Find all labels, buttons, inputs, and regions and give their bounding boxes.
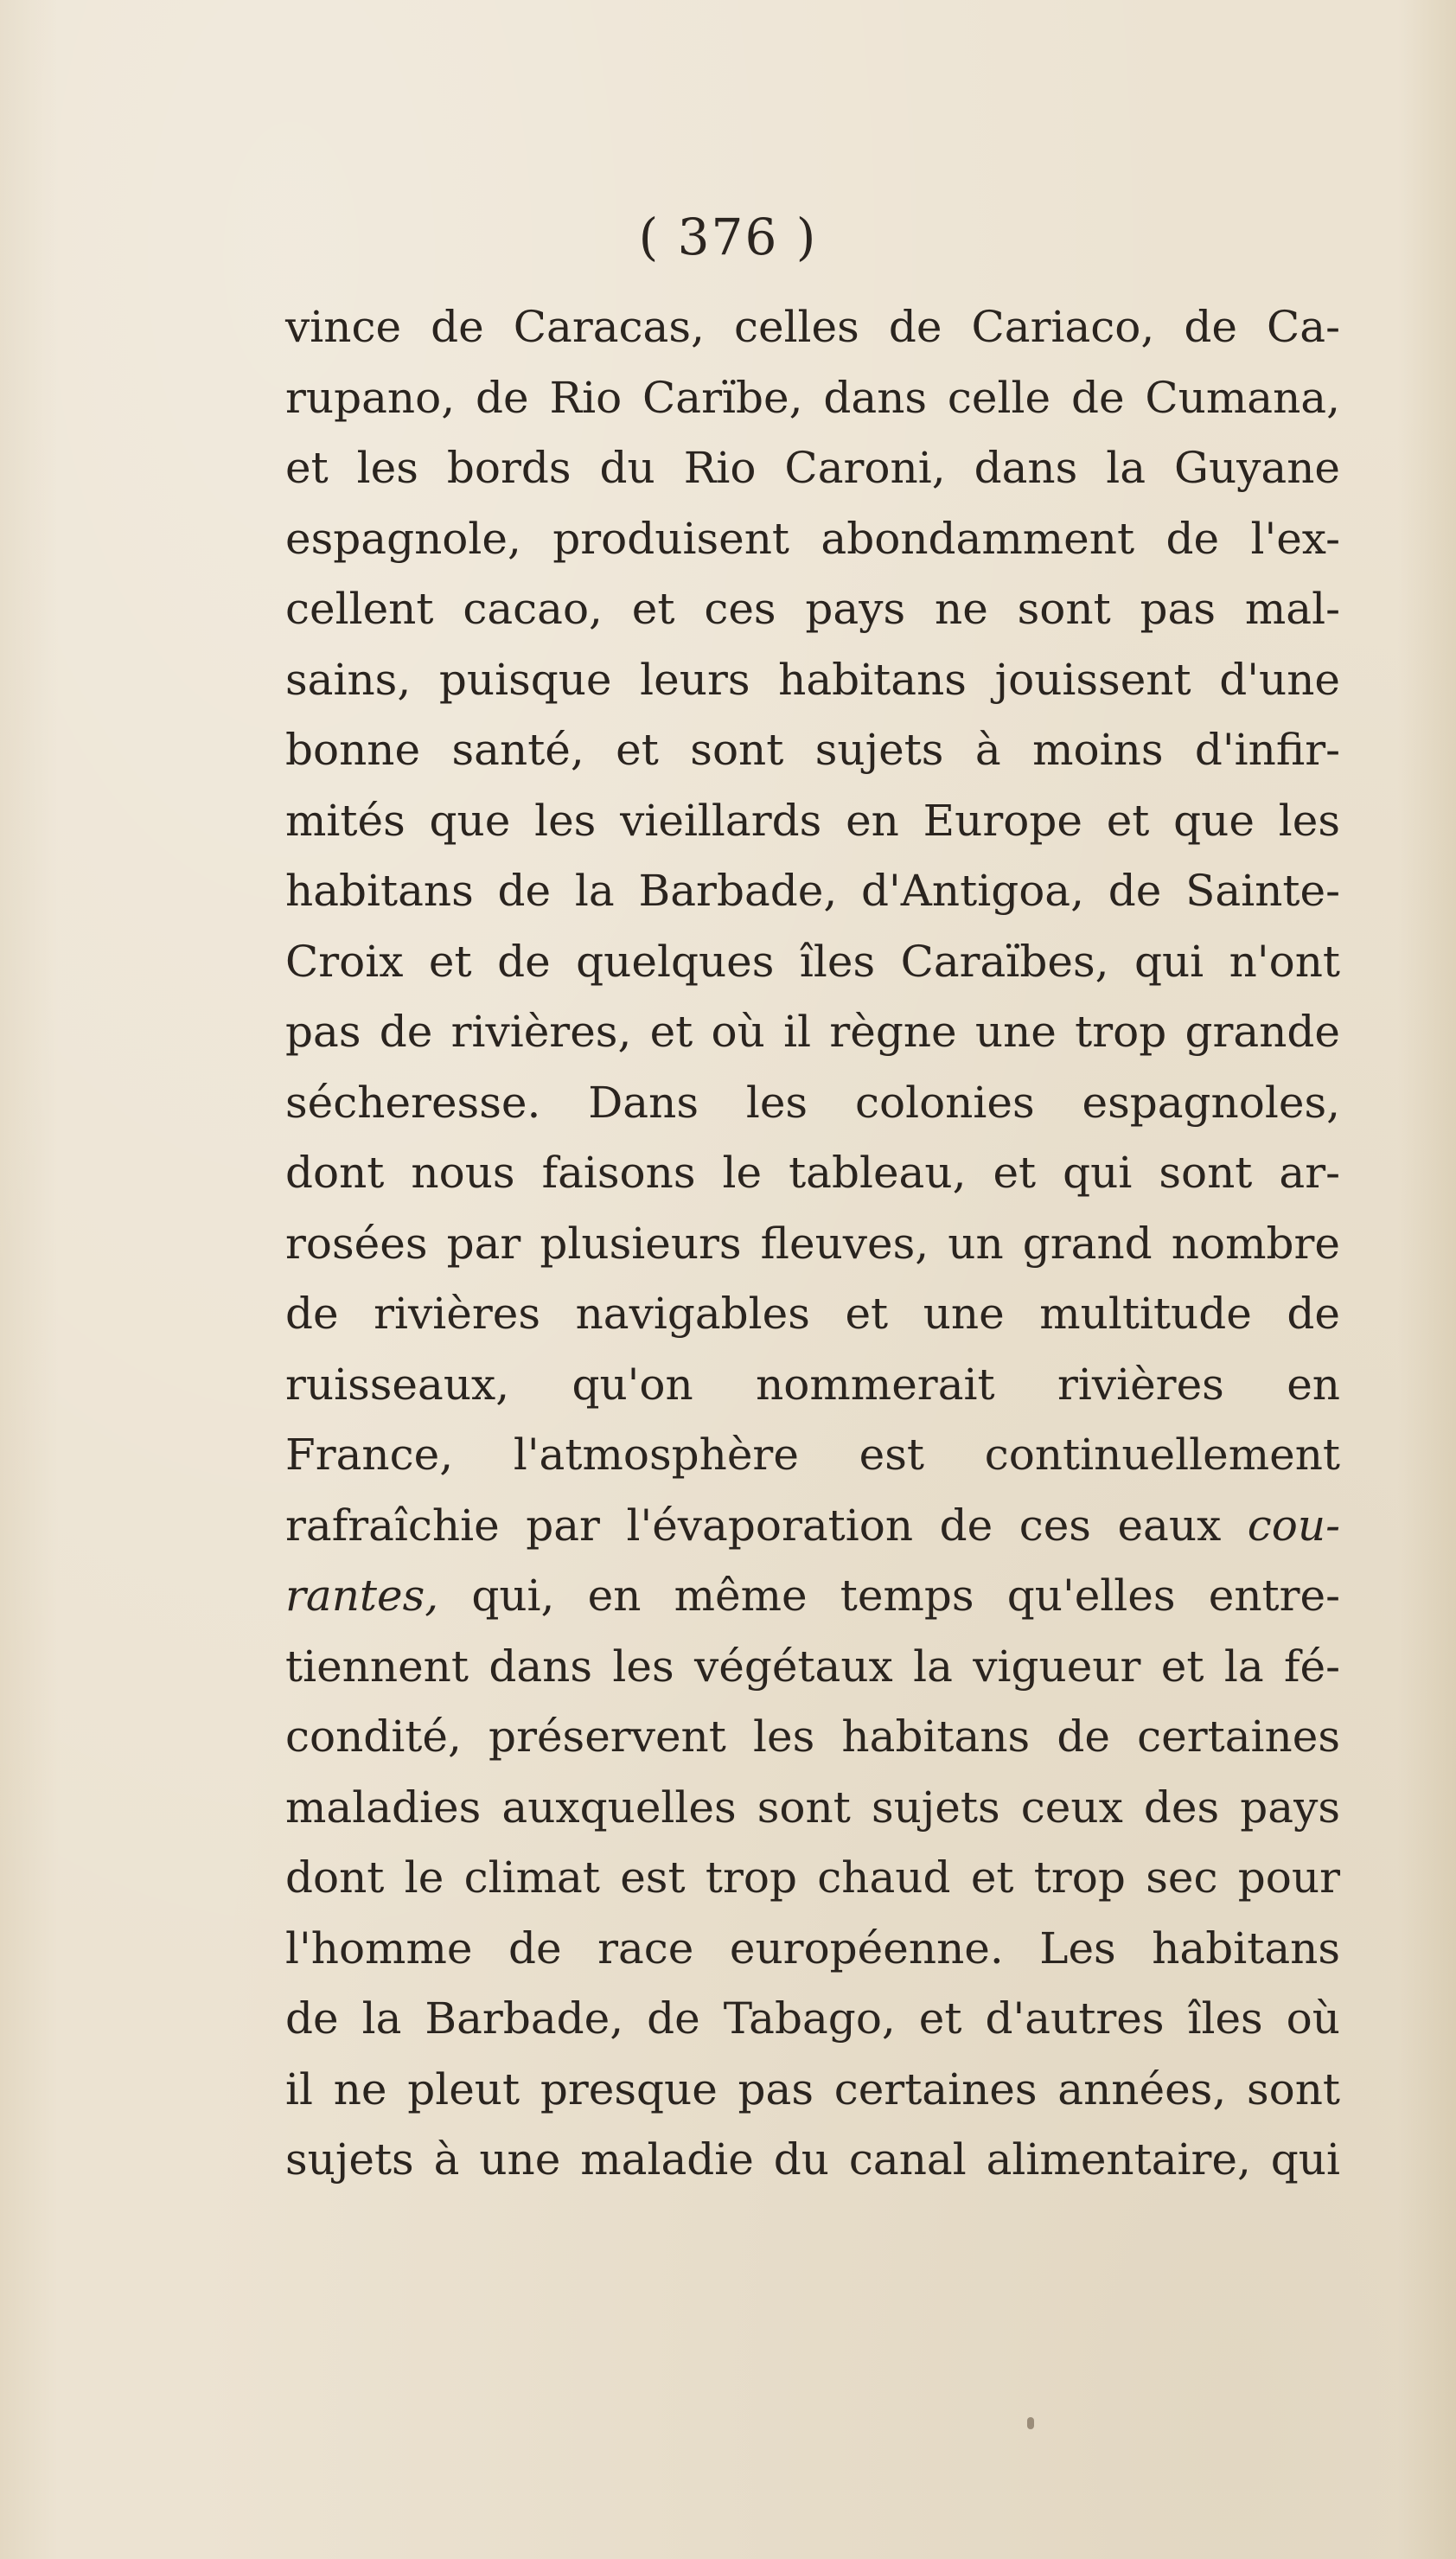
italic-word: rantes, bbox=[285, 1571, 439, 1621]
text-line: dont le climat est trop chaud et trop sec pour bbox=[285, 1852, 1340, 1903]
text-segment: qui, en même temps qu'elles entre- bbox=[438, 1571, 1340, 1621]
text-line-with-italic bbox=[285, 1491, 1340, 1562]
text-line: pas de rivières, et où il règne une trop grande bbox=[285, 1007, 1340, 1057]
text-line-with-italic bbox=[285, 1561, 1340, 1632]
text-line: sains, puisque leurs habitans jouissent d'une bbox=[285, 654, 1340, 705]
italic-word: cou- bbox=[1247, 1500, 1340, 1551]
text-line: de rivières navigables et une multitude de bbox=[285, 1289, 1340, 1339]
text-line: de la Barbade, de Tabago, et d'autres îles où bbox=[285, 1993, 1340, 2044]
text-line: dont nous faisons le tableau, et qui sont ar- bbox=[285, 1148, 1340, 1198]
text-line: tiennent dans les végétaux la vigueur et la fé- bbox=[285, 1641, 1340, 1692]
ink-speck bbox=[1027, 2417, 1034, 2429]
text-line: rupano, de Rio Carïbe, dans celle de Cumana, bbox=[285, 372, 1340, 423]
text-line: rosées par plusieurs fleuves, un grand nombre bbox=[285, 1218, 1340, 1269]
text-line: Croix et de quelques îles Caraïbes, qui n'ont bbox=[285, 936, 1340, 987]
page-body-text bbox=[285, 292, 1340, 2196]
text-line: espagnole, produisent abondamment de l'ex- bbox=[285, 513, 1340, 564]
text-line: il ne pleut presque pas certaines années, sont bbox=[285, 2063, 1340, 2114]
text-line: maladies auxquelles sont sujets ceux des pays bbox=[285, 1782, 1340, 1833]
page-number: ( 376 ) bbox=[638, 208, 818, 266]
text-line: et les bords du Rio Caroni, dans la Guyane bbox=[285, 443, 1340, 493]
text-line: ruisseaux, qu'on nommerait rivières en bbox=[285, 1359, 1340, 1410]
text-line: sécheresse. Dans les colonies espagnoles, bbox=[285, 1077, 1340, 1128]
text-line: cellent cacao, et ces pays ne sont pas mal- bbox=[285, 584, 1340, 634]
text-line: mités que les vieillards en Europe et que les bbox=[285, 795, 1340, 846]
text-line: sujets à une maladie du canal alimentaire, qui bbox=[285, 2134, 1340, 2185]
text-segment: rafraîchie par l'évaporation de ces eaux bbox=[285, 1500, 1248, 1551]
text-line: France, l'atmosphère est continuellement bbox=[285, 1430, 1340, 1480]
text-line: bonne santé, et sont sujets à moins d'infir- bbox=[285, 725, 1340, 775]
text-line: vince de Caracas, celles de Cariaco, de Ca- bbox=[285, 302, 1340, 352]
text-line: l'homme de race européenne. Les habitans bbox=[285, 1922, 1340, 1974]
text-line: habitans de la Barbade, d'Antigoa, de Sainte- bbox=[285, 866, 1340, 916]
text-line: condité, préservent les habitans de certaines bbox=[285, 1711, 1340, 1762]
